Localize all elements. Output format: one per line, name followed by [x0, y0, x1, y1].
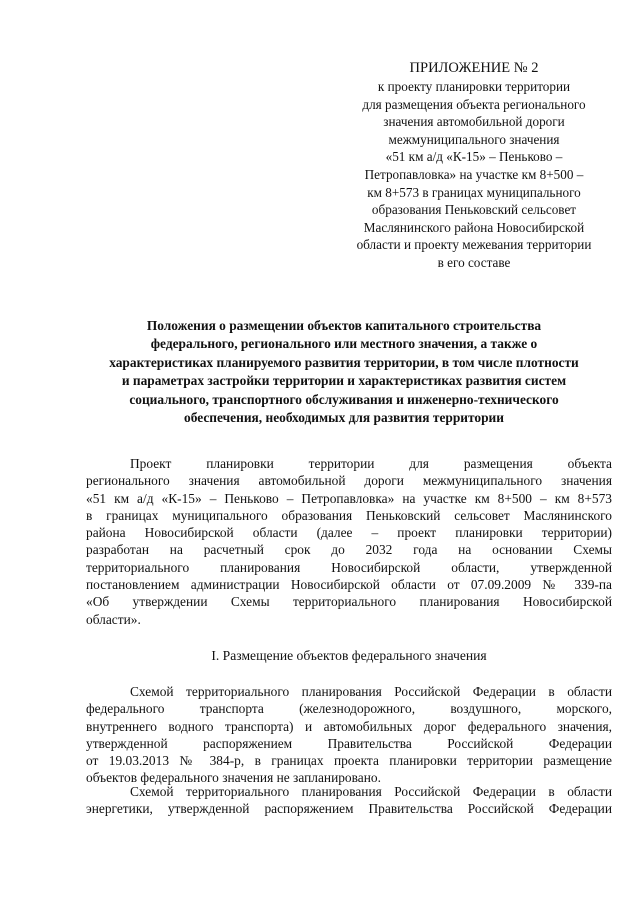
- appendix-line: в его составе: [437, 254, 511, 270]
- paragraph-line: постановлением администрации Новосибирской области от 07.09.2009 № 339-па: [86, 577, 612, 593]
- paragraph-line: регионального значения автомобильной дороги межмуниципального значения: [86, 473, 612, 489]
- appendix-line: к проекту планировки территории: [377, 79, 571, 94]
- paragraph-line: района Новосибирской области (далее – проект планировки территории): [86, 525, 612, 541]
- paragraph-line: Схемой территориального планирования Российской Федерации в области: [130, 684, 612, 699]
- heading-line: обеспечения, необходимых для развития территории: [184, 410, 504, 426]
- appendix-block: [336, 58, 612, 272]
- paragraph-line: территориального планирования Новосибирской области, утвержденной: [86, 559, 612, 575]
- paragraph-line: от 19.03.2013 № 384-р, в границах проекта планировки территории размещение: [86, 753, 612, 769]
- paragraph-line: в границах муниципального образования Пеньковский сельсовет Маслянинского: [86, 507, 612, 523]
- paragraph-federal-transport: [86, 683, 612, 787]
- heading-line: Положения о размещении объектов капитального строительства: [146, 318, 542, 333]
- appendix-line: образования Пеньковский сельсовет: [371, 202, 577, 218]
- paragraph-line: утвержденной распоряжением Правительства Российской Федерации: [86, 735, 612, 751]
- appendix-line: межмуниципального значения: [388, 131, 560, 147]
- paragraph-line: энергетики, утвержденной распоряжением Правительства Российской Федерации: [86, 801, 612, 817]
- heading-line: социального, транспортного обслуживания и инженерно-технического: [129, 391, 559, 407]
- paragraph-line: внутреннего водного транспорта) и автомобильных дорог федерального значения,: [86, 718, 612, 734]
- appendix-line: км 8+573 в границах муниципального: [367, 184, 581, 200]
- paragraph-line: объектов федерального значения не запланировано.: [86, 770, 381, 786]
- paragraph-line: Схемой территориального планирования Российской Федерации в области: [130, 784, 612, 799]
- appendix-title: ПРИЛОЖЕНИЕ № 2: [409, 60, 539, 76]
- appendix-line: Петропавловка» на участке км 8+500 –: [364, 166, 584, 182]
- paragraph-line: федерального транспорта (железнодорожного, воздушного, морского,: [86, 701, 612, 717]
- heading-line: федерального, регионального или местного значения, а также о: [150, 336, 538, 352]
- paragraph-line: разработан на расчетный срок до 2032 года на основании Схемы: [86, 542, 612, 558]
- paragraph-line: «51 км а/д «К-15» – Пеньково – Петропавловка» на участке км 8+500 – км 8+573: [86, 490, 612, 506]
- paragraph-project-basis: [86, 455, 612, 628]
- appendix-line: «51 км а/д «К-15» – Пеньково –: [385, 149, 563, 165]
- appendix-line: Маслянинского района Новосибирской: [363, 219, 585, 235]
- appendix-line: для размещения объекта регионального: [362, 96, 586, 112]
- paragraph-line: области».: [86, 611, 141, 627]
- heading-line: характеристиках планируемого развития территории, в том числе плотности: [109, 354, 579, 370]
- paragraph-line: «Об утверждении Схемы территориального планирования Новосибирской: [86, 594, 612, 610]
- paragraph-line: Проект планировки территории для размещения объекта: [130, 456, 612, 471]
- document-heading: [74, 317, 614, 427]
- appendix-line: значения автомобильной дороги: [383, 114, 565, 130]
- paragraph-federal-energy: [86, 783, 612, 818]
- heading-line: и параметрах застройки территории и характеристиках развития систем: [121, 373, 567, 389]
- appendix-line: области и проекту межевания территории: [356, 237, 592, 253]
- section-title-federal: I. Размещение объектов федерального значения: [211, 648, 487, 663]
